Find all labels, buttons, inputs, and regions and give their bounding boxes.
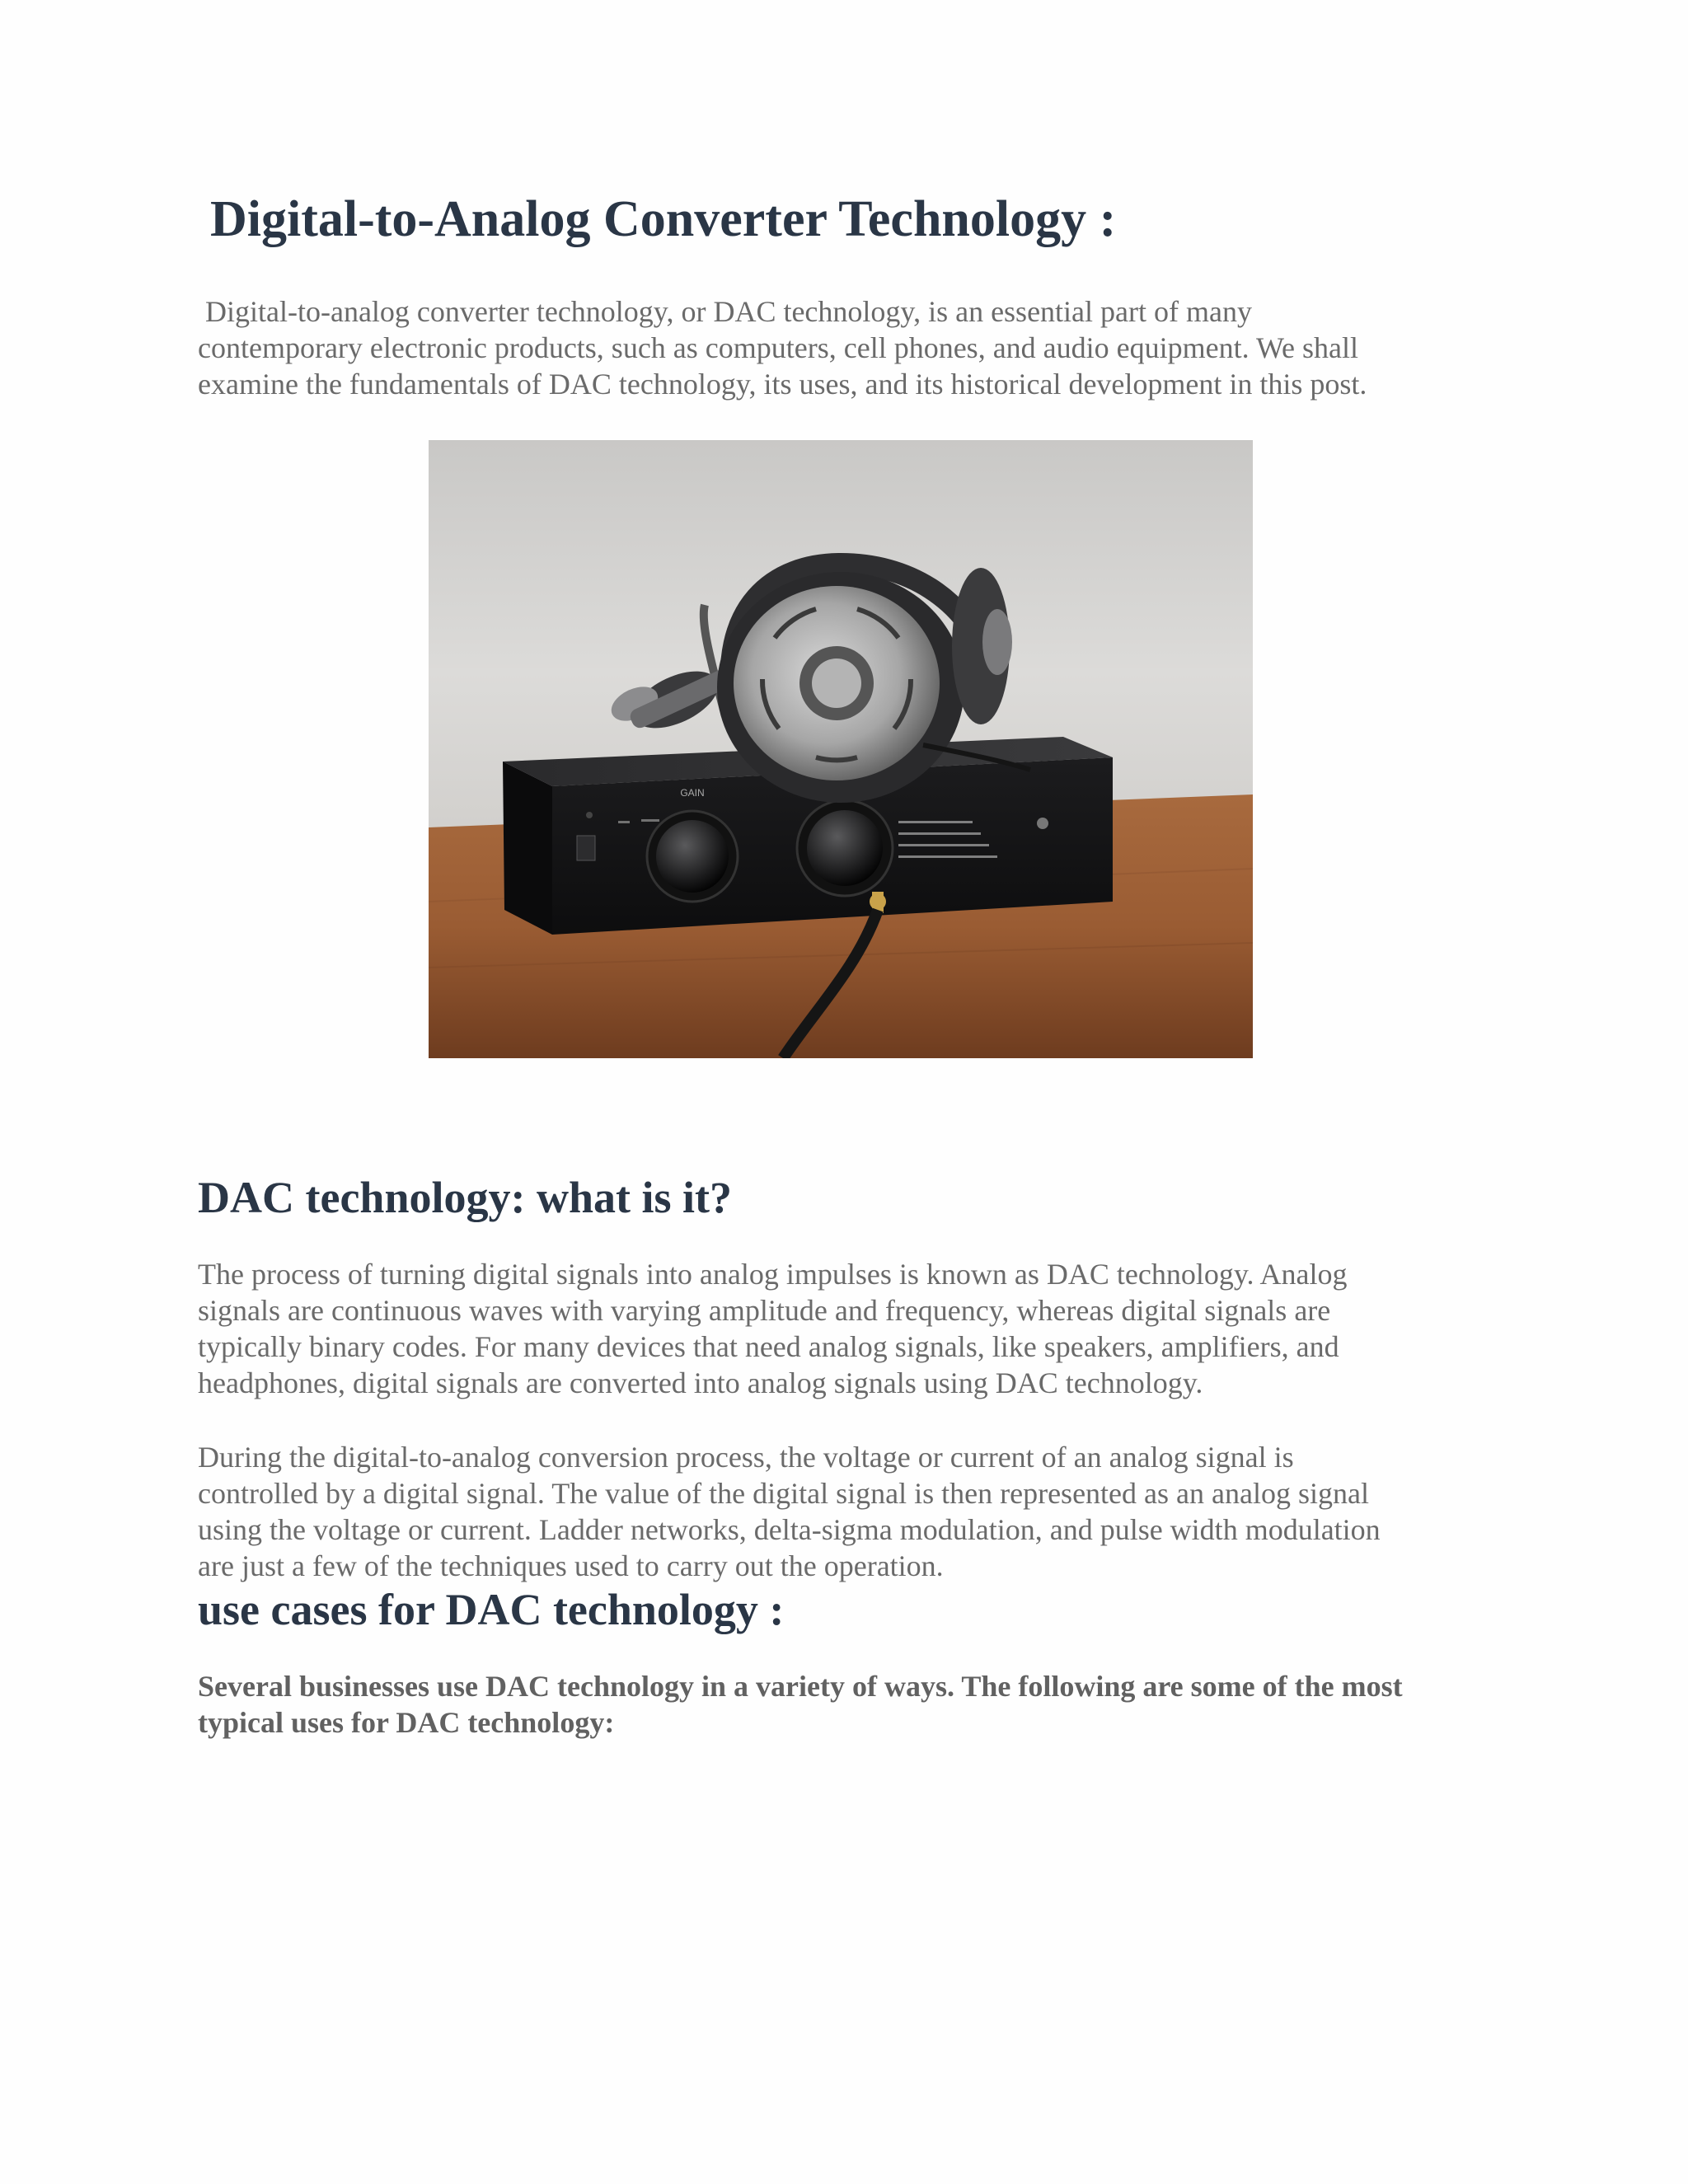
use-cases-paragraph bbox=[198, 1668, 1500, 1741]
article-title: Digital-to-Analog Converter Technology : bbox=[210, 191, 1117, 247]
gain-knob-label: GAIN bbox=[680, 787, 705, 799]
intro-paragraph bbox=[198, 293, 1500, 402]
paragraph-line: Several businesses use DAC technology in a variety of ways. The following are some of the most bbox=[198, 1670, 1403, 1703]
paragraph-line: using the voltage or current. Ladder networks, delta-sigma modulation, and pulse width modulation bbox=[198, 1513, 1381, 1546]
paragraph-line: are just a few of the techniques used to carry out the operation. bbox=[198, 1549, 944, 1582]
paragraph-line: signals are continuous waves with varying amplitude and frequency, whereas digital signals are bbox=[198, 1294, 1331, 1327]
paragraph-line: headphones, digital signals are converted into analog signals using DAC technology. bbox=[198, 1366, 1203, 1399]
intro-line: Digital-to-analog converter technology, or DAC technology, is an essential part of many bbox=[198, 295, 1252, 328]
dac-headphones-photo bbox=[429, 440, 1253, 1058]
paragraph-line: typical uses for DAC technology: bbox=[198, 1706, 615, 1739]
paragraph-line: The process of turning digital signals into analog impulses is known as DAC technology. Analog bbox=[198, 1258, 1348, 1291]
intro-line: contemporary electronic products, such as computers, cell phones, and audio equipment. We shall bbox=[198, 331, 1359, 364]
section-heading-what-is-dac: DAC technology: what is it? bbox=[198, 1173, 732, 1222]
paragraph-line: During the digital-to-analog conversion process, the voltage or current of an analog signal is bbox=[198, 1441, 1294, 1474]
paragraph-line: controlled by a digital signal. The value of the digital signal is then represented as an analog signal bbox=[198, 1477, 1369, 1510]
intro-line: examine the fundamentals of DAC technology, its uses, and its historical development in this post. bbox=[198, 368, 1367, 401]
what-is-dac-paragraph-1 bbox=[198, 1256, 1500, 1401]
what-is-dac-paragraph-2 bbox=[198, 1439, 1500, 1584]
section-heading-use-cases: use cases for DAC technology : bbox=[198, 1585, 785, 1634]
paragraph-line: typically binary codes. For many devices that need analog signals, like speakers, amplifiers, and bbox=[198, 1330, 1339, 1363]
